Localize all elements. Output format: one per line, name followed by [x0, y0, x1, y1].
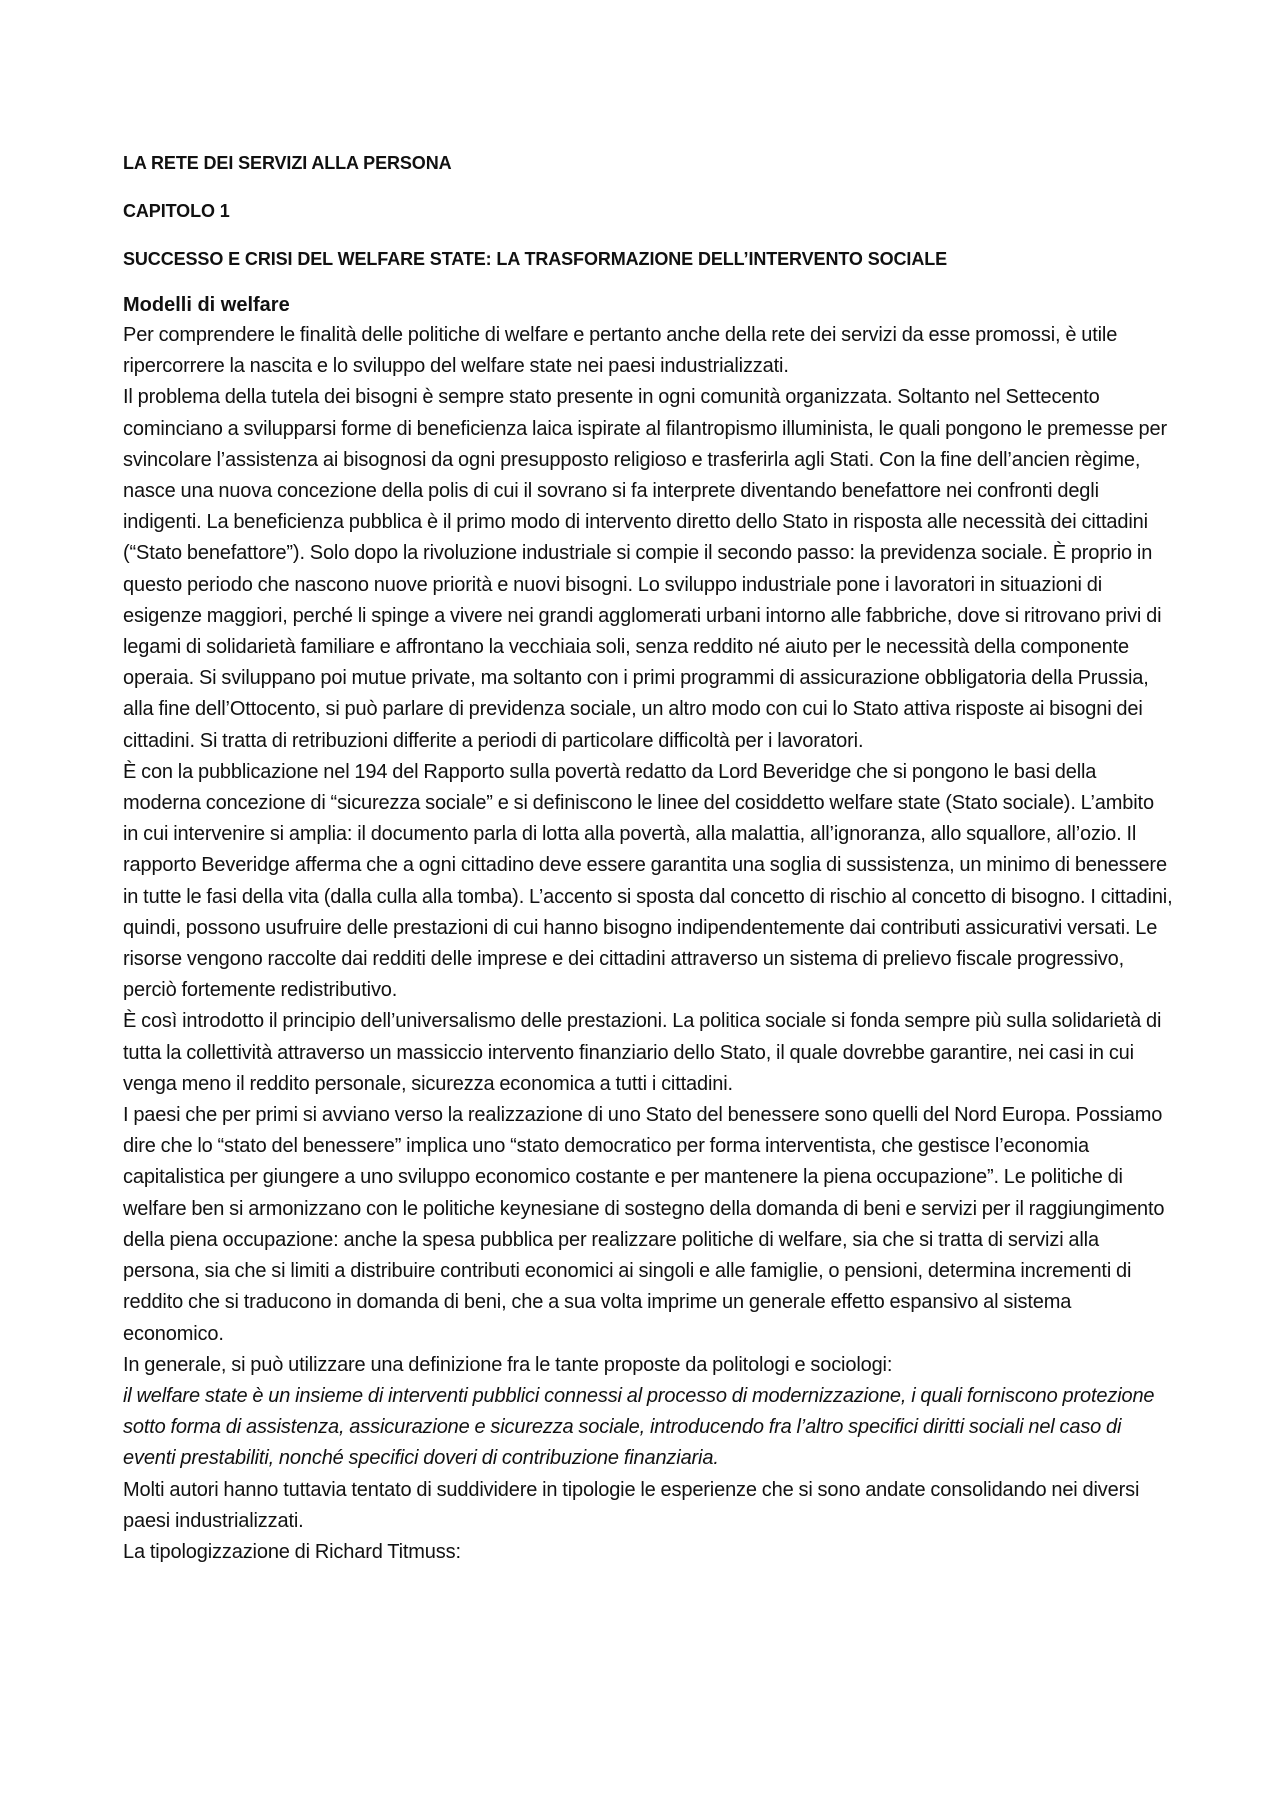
paragraph: È con la pubblicazione nel 194 del Rapporto sulla povertà redatto da Lord Beveridge che si pongono le basi della moderna concezione di “sicurezza sociale” e si definiscono le linee del cosiddetto welfare state (Stato sociale). L’ambito in cui intervenire si amplia: il documento parla di lotta alla povertà, alla malattia, all’ignoranza, allo squallore, all’ozio. Il rapporto Beveridge afferma che a ogni cittadino deve essere garantita una soglia di sussistenza, un minimo di benessere in tutte le fasi della vita (dalla culla alla tomba). L’accento si sposta dal concetto di rischio al concetto di bisogno. I cittadini, quindi, possono usufruire delle prestazioni di cui hanno bisogno indipendentemente dai contributi assicurativi versati. Le risorse vengono raccolte dai redditi delle imprese e dei cittadini attraverso un sistema di prelievo fiscale progressivo, perciò fortemente redistributivo. [123, 760, 1173, 1002]
chapter-title: SUCCESSO E CRISI DEL WELFARE STATE: LA TRASFORMAZIONE DELL’INTERVENTO SOCIALE [123, 249, 948, 269]
section-title: Modelli di welfare [123, 294, 290, 316]
paragraph: In generale, si può utilizzare una definizione fra le tante proposte da politologi e sociologi: [123, 1353, 893, 1376]
paragraph: La tipologizzazione di Richard Titmuss: [123, 1540, 461, 1563]
paragraph: I paesi che per primi si avviano verso la realizzazione di uno Stato del benessere sono quelli del Nord Europa. Possiamo dire che lo “stato del benessere” implica uno “stato democratico per forma interventista, che gestisce l’economia capitalistica per giungere a uno sviluppo economico costante e per mantenere la piena occupazione”. Le politiche di welfare ben si armonizzano con le politiche keynesiane di sostegno della domanda di beni e servizi per il raggiungimento della piena occupazione: anche la spesa pubblica per realizzare politiche di welfare, sia che si tratta di servizi alla persona, sia che si limiti a distribuire contributi economici ai singoli e alle famiglie, o pensioni, determina incrementi di reddito che si traducono in domanda di beni, che a sua volta imprime un generale effetto espansivo al sistema economico. [123, 1104, 1165, 1345]
chapter-label: CAPITOLO 1 [123, 201, 230, 221]
paragraph: È così introdotto il principio dell’universalismo delle prestazioni. La politica sociale si fonda sempre più sulla solidarietà di tutta la collettività attraverso un massiccio intervento finanziario dello Stato, il quale dovrebbe garantire, nei casi in cui venga meno il reddito personale, sicurezza economica a tutti i cittadini. [123, 1010, 1162, 1095]
document-title: LA RETE DEI SERVIZI ALLA PERSONA [123, 153, 452, 173]
document-page [123, 150, 1173, 1568]
paragraph: Per comprendere le finalità delle politiche di welfare e pertanto anche della rete dei servizi da esse promossi, è utile ripercorrere la nascita e lo sviluppo del welfare state nei paesi industrializzati. [123, 324, 1118, 378]
welfare-definition: il welfare state è un insieme di interventi pubblici connessi al processo di modernizzazione, i quali forniscono protezione sotto forma di assistenza, assicurazione e sicurezza sociale, introducendo fra l’altro specifici diritti sociali nel caso di eventi prestabiliti, nonché specifici doveri di contribuzione finanziaria. [123, 1384, 1155, 1470]
paragraph: Molti autori hanno tuttavia tentato di suddividere in tipologie le esperienze che si sono andate consolidando nei diversi paesi industrializzati. [123, 1478, 1140, 1532]
paragraph: Il problema della tutela dei bisogni è sempre stato presente in ogni comunità organizzata. Soltanto nel Settecento cominciano a svilupparsi forme di beneficienza laica ispirate al filantropismo illuminista, le quali pongono le premesse per svincolare l’assistenza ai bisognosi da ogni presupposto religioso e trasferirla agli Stati. Con la fine dell’ancien règime, nasce una nuova concezione della polis di cui il sovrano si fa interprete diventando benefattore nei confronti degli indigenti. La beneficienza pubblica è il primo modo di intervento diretto dello Stato in risposta alle necessità dei cittadini (“Stato benefattore”). Solo dopo la rivoluzione industriale si compie il secondo passo: la previdenza sociale. È proprio in questo periodo che nascono nuove priorità e nuovi bisogni. Lo sviluppo industriale pone i lavoratori in situazioni di esigenze maggiori, perché li spinge a vivere nei grandi agglomerati urbani intorno alle fabbriche, dove si ritrovano privi di legami di solidarietà familiare e affrontano la vecchiaia soli, senza reddito né aiuto per le necessità della componente operaia. Si sviluppano poi mutue private, ma soltanto con i primi programmi di assicurazione obbligatoria della Prussia, alla fine dell’Ottocento, si può parlare di previdenza sociale, un altro modo con cui lo Stato attiva risposte ai bisogni dei cittadini. Si tratta di retribuzioni differite a periodi di particolare difficoltà per i lavoratori. [123, 386, 1167, 752]
